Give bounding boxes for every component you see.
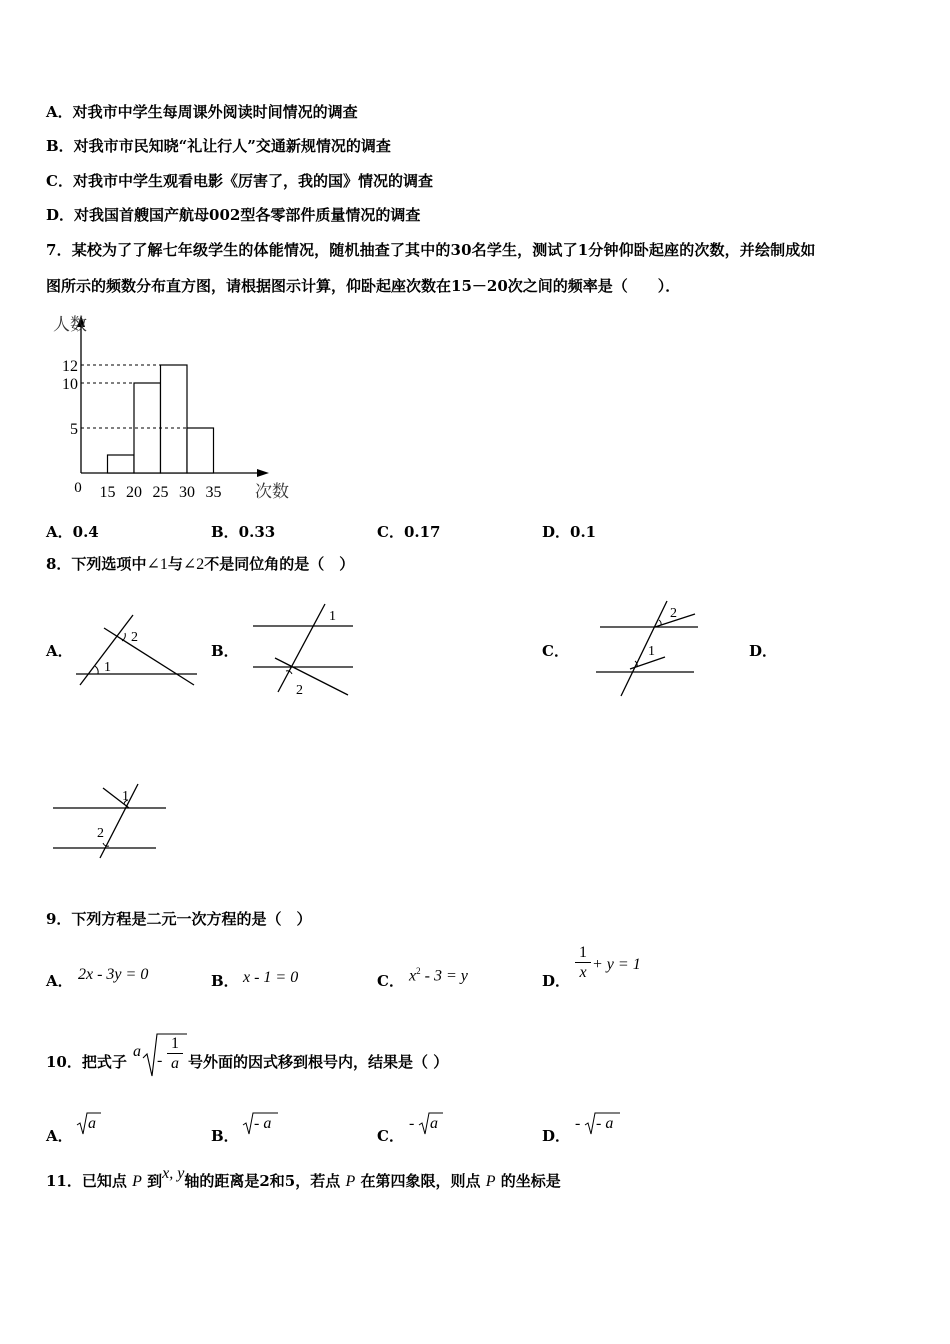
q9-label-d: D． [542, 972, 571, 990]
q8-label-d: D． [749, 642, 778, 660]
q8-d-angle-2-label: 2 [97, 826, 104, 841]
q10-c-negative: - [409, 1115, 415, 1132]
q8-with: 与 [167, 555, 183, 573]
q8-c-angle-1-label: 1 [648, 644, 655, 659]
q6-option-b: B．对我市市民知晓“礼让行人”交通新规情况的调查 [46, 137, 391, 155]
q10-option-c: a [430, 1115, 438, 1132]
q6-option-c: C．对我市中学生观看电影《厉害了，我的国》情况的调查 [46, 172, 433, 190]
q6-option-d: D．对我国首艘国产航母002型各零部件质量情况的调查 [46, 206, 421, 224]
q8-stem-suffix: 不是同位角的是（ ） [204, 555, 355, 573]
q8-figure-a [70, 605, 200, 690]
q10-coefficient: a [133, 1043, 141, 1060]
q10-option-d: - a [596, 1115, 614, 1132]
q9-c-exponent: 2 [416, 966, 421, 976]
q7-option-b: B．0.33 [211, 523, 276, 541]
q9-option-c [409, 966, 468, 985]
q10-denominator: a [171, 1055, 179, 1072]
q9-option-a: 2x - 3y = 0 [78, 966, 149, 983]
q11-mid2: 在第四象限，则点 [360, 1172, 481, 1190]
histogram-bar [161, 365, 188, 473]
q10-label-c: C． [377, 1127, 404, 1145]
q8-d-angle-1-label: 1 [122, 789, 129, 804]
y-tick-label: 10 [62, 376, 78, 393]
q8-stem-prefix: 8．下列选项中 [46, 555, 147, 573]
q9-c-base: x [409, 967, 417, 985]
q10-label-b: B． [211, 1127, 239, 1145]
q7-option-c: C．0.17 [377, 523, 441, 541]
q8-b-angle-1-label: 1 [329, 609, 336, 624]
x-axis-title: 次数 [255, 482, 289, 501]
histogram-bar [108, 455, 135, 473]
y-tick-label: 5 [70, 421, 78, 438]
q9-d-rest: + y = 1 [592, 956, 641, 973]
q9-c-rest: - 3 = y [420, 967, 468, 985]
x-tick-label: 20 [126, 484, 142, 501]
y-axis-title: 人数 [53, 315, 87, 334]
q10-prefix: 10．把式子 [46, 1053, 127, 1071]
q11-point-p: P [132, 1173, 142, 1190]
q9-label-a: A． [46, 972, 73, 990]
q8-label-b: B． [211, 642, 239, 660]
q10-minus: - [157, 1052, 163, 1069]
q8-label-c: C． [542, 642, 569, 660]
q10-suffix: 号外面的因式移到根号内，结果是（ ） [188, 1053, 449, 1071]
q8-stem [46, 555, 354, 574]
q9-d-denominator: x [579, 964, 587, 981]
q11-to: 到 [147, 1172, 163, 1190]
q6-option-a: A．对我市中学生每周课外阅读时间情况的调查 [46, 103, 358, 121]
histogram-bar [187, 428, 214, 473]
q11-suffix: 的坐标是 [500, 1172, 561, 1190]
q8-figure-b [245, 598, 365, 703]
q8-figure-c [590, 596, 705, 701]
x-tick-label: 35 [205, 484, 222, 501]
q7-option-a: A．0.4 [46, 523, 99, 541]
q11-stem [46, 1165, 561, 1191]
q7-stem-line1: 7．某校为了了解七年级学生的体能情况，随机抽查了其中的30名学生，测试了1分钟仰卧起座的次数，并绘制成如 [46, 241, 816, 259]
x-axis-arrow [257, 469, 269, 477]
q7-stem-line2: 图所示的频数分布直方图，请根据图示计算，仰卧起座次数在15－20次之间的频率是（ ）． [46, 277, 681, 295]
q11-mid: 轴的距离是2和5，若点 [184, 1172, 341, 1190]
q10-numerator: 1 [171, 1035, 179, 1052]
q10-fraction [166, 1035, 184, 1072]
origin-label: 0 [74, 480, 82, 496]
q10-label-d: D． [542, 1127, 571, 1145]
q9-d-numerator: 1 [579, 944, 587, 961]
q8-a-angle-2-label: 2 [131, 630, 138, 645]
q10-option-a: a [88, 1115, 96, 1132]
x-tick-label: 15 [99, 484, 116, 501]
q11-point-p-2: P [345, 1173, 356, 1190]
q9-label-b: B． [211, 972, 239, 990]
q9-stem: 9．下列方程是二元一次方程的是（ ） [46, 910, 312, 928]
q8-b-angle-2-label: 2 [296, 683, 303, 698]
q9-label-c: C． [377, 972, 404, 990]
q7-histogram [40, 310, 300, 510]
q9-option-b: x - 1 = 0 [243, 969, 299, 986]
x-tick-label: 25 [152, 484, 169, 501]
q8-label-a: A． [46, 642, 73, 660]
q11-prefix: 11．已知点 [46, 1172, 127, 1190]
q11-xy: x, y [162, 1165, 185, 1182]
q8-angle1: ∠1 [146, 556, 168, 573]
q8-figure-d [48, 780, 173, 860]
q9-d-fraction [573, 944, 593, 981]
q7-option-d: D．0.1 [542, 523, 597, 541]
q10-d-negative: - [575, 1115, 581, 1132]
q8-a-angle-1-label: 1 [104, 660, 111, 675]
q10-option-b: - a [254, 1115, 272, 1132]
q8-c-angle-2-label: 2 [670, 606, 677, 621]
q11-point-p-3: P [485, 1173, 496, 1190]
x-tick-label: 30 [179, 484, 195, 501]
y-tick-label: 12 [62, 358, 78, 375]
q10-label-a: A． [46, 1127, 73, 1145]
q8-angle2: ∠2 [182, 556, 205, 573]
